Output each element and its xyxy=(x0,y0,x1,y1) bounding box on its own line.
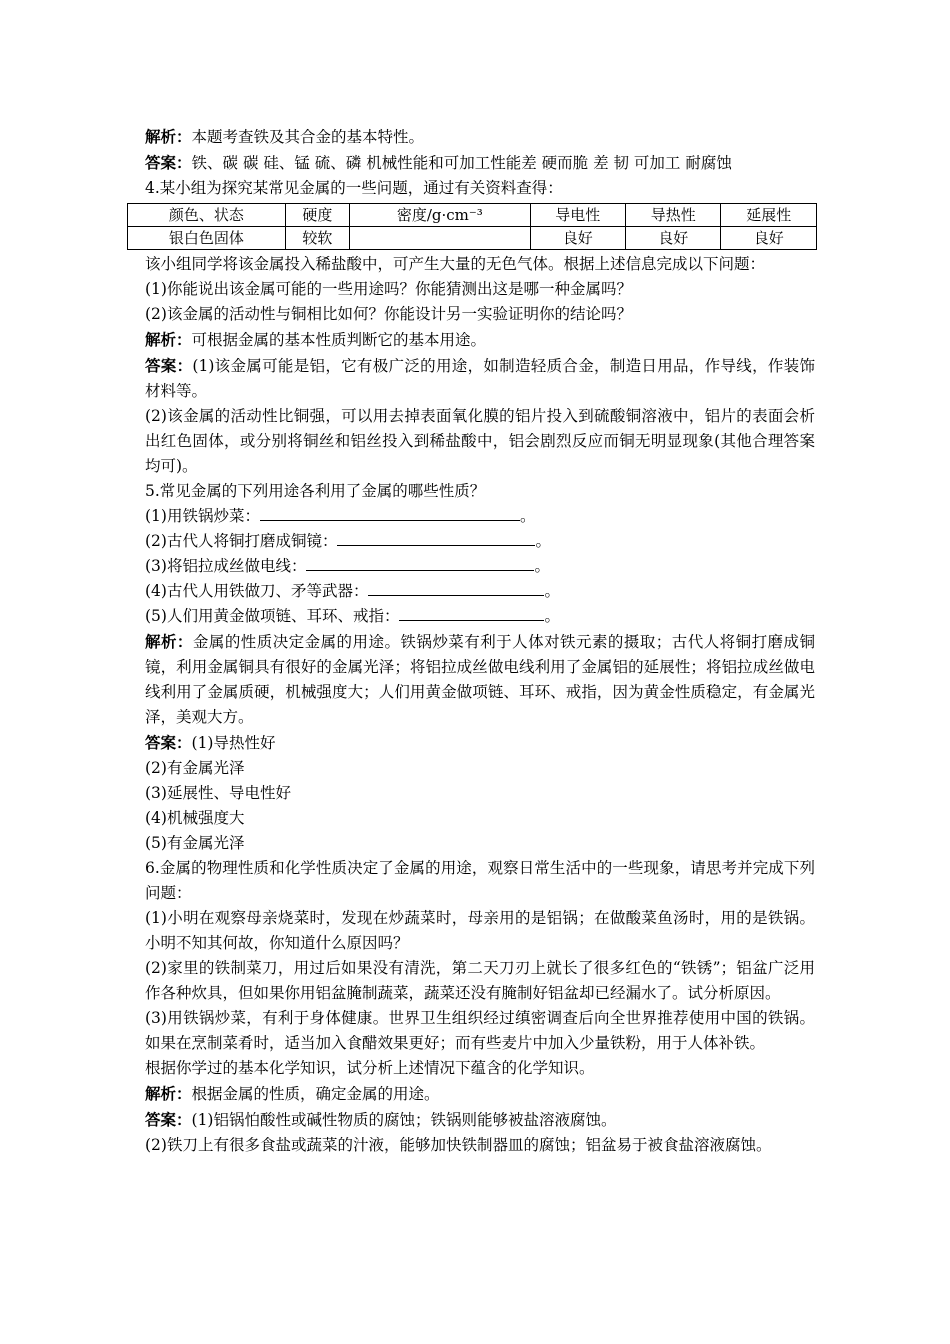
metal-properties-table xyxy=(127,203,817,250)
q5-answer: (5)有金属光泽 xyxy=(145,834,245,852)
table-row xyxy=(128,227,817,250)
analysis-label: 解析： xyxy=(145,127,192,146)
q5-item-label: (3)将铝拉成丝做电线： xyxy=(145,557,307,575)
table-cell: 密度/g·cm⁻³ xyxy=(350,204,530,227)
table-cell: 良好 xyxy=(530,227,625,250)
answer-line xyxy=(145,150,815,176)
analysis-text: 本题考查铁及其合金的基本特性。 xyxy=(191,128,425,146)
q5-item-label: (2)古代人将铜打磨成铜镜： xyxy=(145,532,338,550)
q6-part-1: (1)小明在观察母亲烧菜时，发现在炒蔬菜时，母亲用的是铝锅；在做酸菜鱼汤时，用的是铁锅。小明不知其何故，你知道什么原因吗？ xyxy=(145,909,815,952)
table-cell: 硬度 xyxy=(285,204,349,227)
analysis-label: 解析： xyxy=(145,632,193,651)
answer-blank[interactable] xyxy=(337,529,535,546)
answer-text: (1)铝锅怕酸性或碱性物质的腐蚀；铁锅则能够被盐溶液腐蚀。 xyxy=(191,1111,617,1129)
q5-answer xyxy=(145,730,815,756)
q4-answer-1 xyxy=(145,353,815,404)
table-cell xyxy=(350,227,530,250)
table-header-row xyxy=(128,204,817,227)
analysis-text: 金属的性质决定金属的用途。铁锅炒菜有利于人体对铁元素的摄取；古代人将铜打磨成铜镜，利用金属铜具有很好的金属光泽；将铝拉成丝做电线利用了金属铝的延展性；将铝拉成丝做电线利用了金属质硬，机械强度大；人们用黄金做项链、耳环、戒指，因为黄金性质稳定，有金属光泽，美观大方。 xyxy=(145,633,815,726)
q5-item xyxy=(145,604,815,629)
answer-label: 答案： xyxy=(145,153,192,172)
q6-part-3: (3)用铁锅炒菜，有利于身体健康。世界卫生组织经过缜密调查后向全世界推荐使用中国的铁锅。如果在烹制菜肴时，适当加入食醋效果更好；而有些麦片中加入少量铁粉，用于人体补铁。 xyxy=(145,1009,815,1052)
q5-analysis xyxy=(145,629,815,730)
question-5-title: 5.常见金属的下列用途各利用了金属的哪些性质？ xyxy=(145,482,486,500)
q5-answer: (2)有金属光泽 xyxy=(145,759,245,777)
table-cell: 延展性 xyxy=(721,204,817,227)
analysis-label: 解析： xyxy=(145,1084,192,1103)
analysis-text: 根据金属的性质，确定金属的用途。 xyxy=(191,1085,440,1103)
table-cell: 颜色、状态 xyxy=(128,204,286,227)
q5-answer: (4)机械强度大 xyxy=(145,809,245,827)
document-page xyxy=(145,124,815,1158)
question-4-title: 4.某小组为探究某常见金属的一些问题，通过有关资料查得： xyxy=(145,179,563,197)
analysis-line xyxy=(145,124,815,150)
q5-answer: (3)延展性、导电性好 xyxy=(145,784,291,802)
q4-analysis xyxy=(145,327,815,353)
period: 。 xyxy=(535,532,551,550)
q5-item-label: (1)用铁锅炒菜： xyxy=(145,507,260,525)
q4-part-1: (1)你能说出该金属可能的一些用途吗？你能猜测出这是哪一种金属吗？ xyxy=(145,280,632,298)
answer-label: 答案： xyxy=(145,1110,192,1129)
table-cell: 较软 xyxy=(285,227,349,250)
q5-item xyxy=(145,529,815,554)
q6-part-4: 根据你学过的基本化学知识，试分析上述情况下蕴含的化学知识。 xyxy=(145,1059,595,1077)
analysis-text: 可根据金属的基本性质判断它的基本用途。 xyxy=(191,331,487,349)
table-cell: 导热性 xyxy=(626,204,721,227)
q5-item xyxy=(145,504,815,529)
q4-part-2: (2)该金属的活动性与铜相比如何？你能设计另一实验证明你的结论吗？ xyxy=(145,305,632,323)
answer-label: 答案： xyxy=(145,733,192,752)
q5-item xyxy=(145,579,815,604)
q6-answer-2: (2)铁刀上有很多食盐或蔬菜的汁液，能够加快铁制器皿的腐蚀；铝盆易于被食盐溶液腐蚀。 xyxy=(145,1136,772,1154)
table-cell: 银白色固体 xyxy=(128,227,286,250)
analysis-label: 解析： xyxy=(145,330,192,349)
question-6-title: 6.金属的物理性质和化学性质决定了金属的用途，观察日常生活中的一些现象，请思考并完成下列问题： xyxy=(145,859,815,902)
period: 。 xyxy=(544,607,560,625)
q6-part-2: (2)家里的铁制菜刀，用过后如果没有清洗，第二天刀刃上就长了很多红色的“铁锈”；铝盆广泛用作各种炊具，但如果你用铝盆腌制蔬菜，蔬菜还没有腌制好铝盆却已经漏水了。试分析原因。 xyxy=(145,959,815,1002)
q5-item-label: (4)古代人用铁做刀、矛等武器： xyxy=(145,582,369,600)
answer-label: 答案： xyxy=(145,356,193,375)
period: 。 xyxy=(544,582,560,600)
q6-analysis xyxy=(145,1081,815,1107)
q4-answer-2: (2)该金属的活动性比铜强，可以用去掉表面氧化膜的铝片投入到硫酸铜溶液中，铝片的表面会析出红色固体，或分别将铜丝和铝丝投入到稀盐酸中，铝会剧烈反应而铜无明显现象(其他合理答案均可)。 xyxy=(145,407,815,475)
q5-item-label: (5)人们用黄金做项链、耳环、戒指： xyxy=(145,607,400,625)
answer-text: 铁、碳 碳 硅、锰 硫、磷 机械性能和可加工性能差 硬而脆 差 韧 可加工 耐腐蚀 xyxy=(191,154,732,172)
q5-item xyxy=(145,554,815,579)
answer-blank[interactable] xyxy=(399,604,544,621)
q4-intro: 该小组同学将该金属投入稀盐酸中，可产生大量的无色气体。根据上述信息完成以下问题： xyxy=(145,255,766,273)
answer-blank[interactable] xyxy=(260,504,520,521)
answer-blank[interactable] xyxy=(306,554,534,571)
answer-blank[interactable] xyxy=(368,579,544,596)
period: 。 xyxy=(534,557,550,575)
table-cell: 导电性 xyxy=(530,204,625,227)
table-cell: 良好 xyxy=(626,227,721,250)
answer-text: (1)该金属可能是铝，它有极广泛的用途，如制造轻质合金，制造日用品，作导线，作装饰材料等。 xyxy=(145,357,815,400)
answer-text: (1)导热性好 xyxy=(191,734,276,752)
period: 。 xyxy=(519,507,536,525)
q6-answer-1 xyxy=(145,1107,815,1133)
table-cell: 良好 xyxy=(721,227,817,250)
